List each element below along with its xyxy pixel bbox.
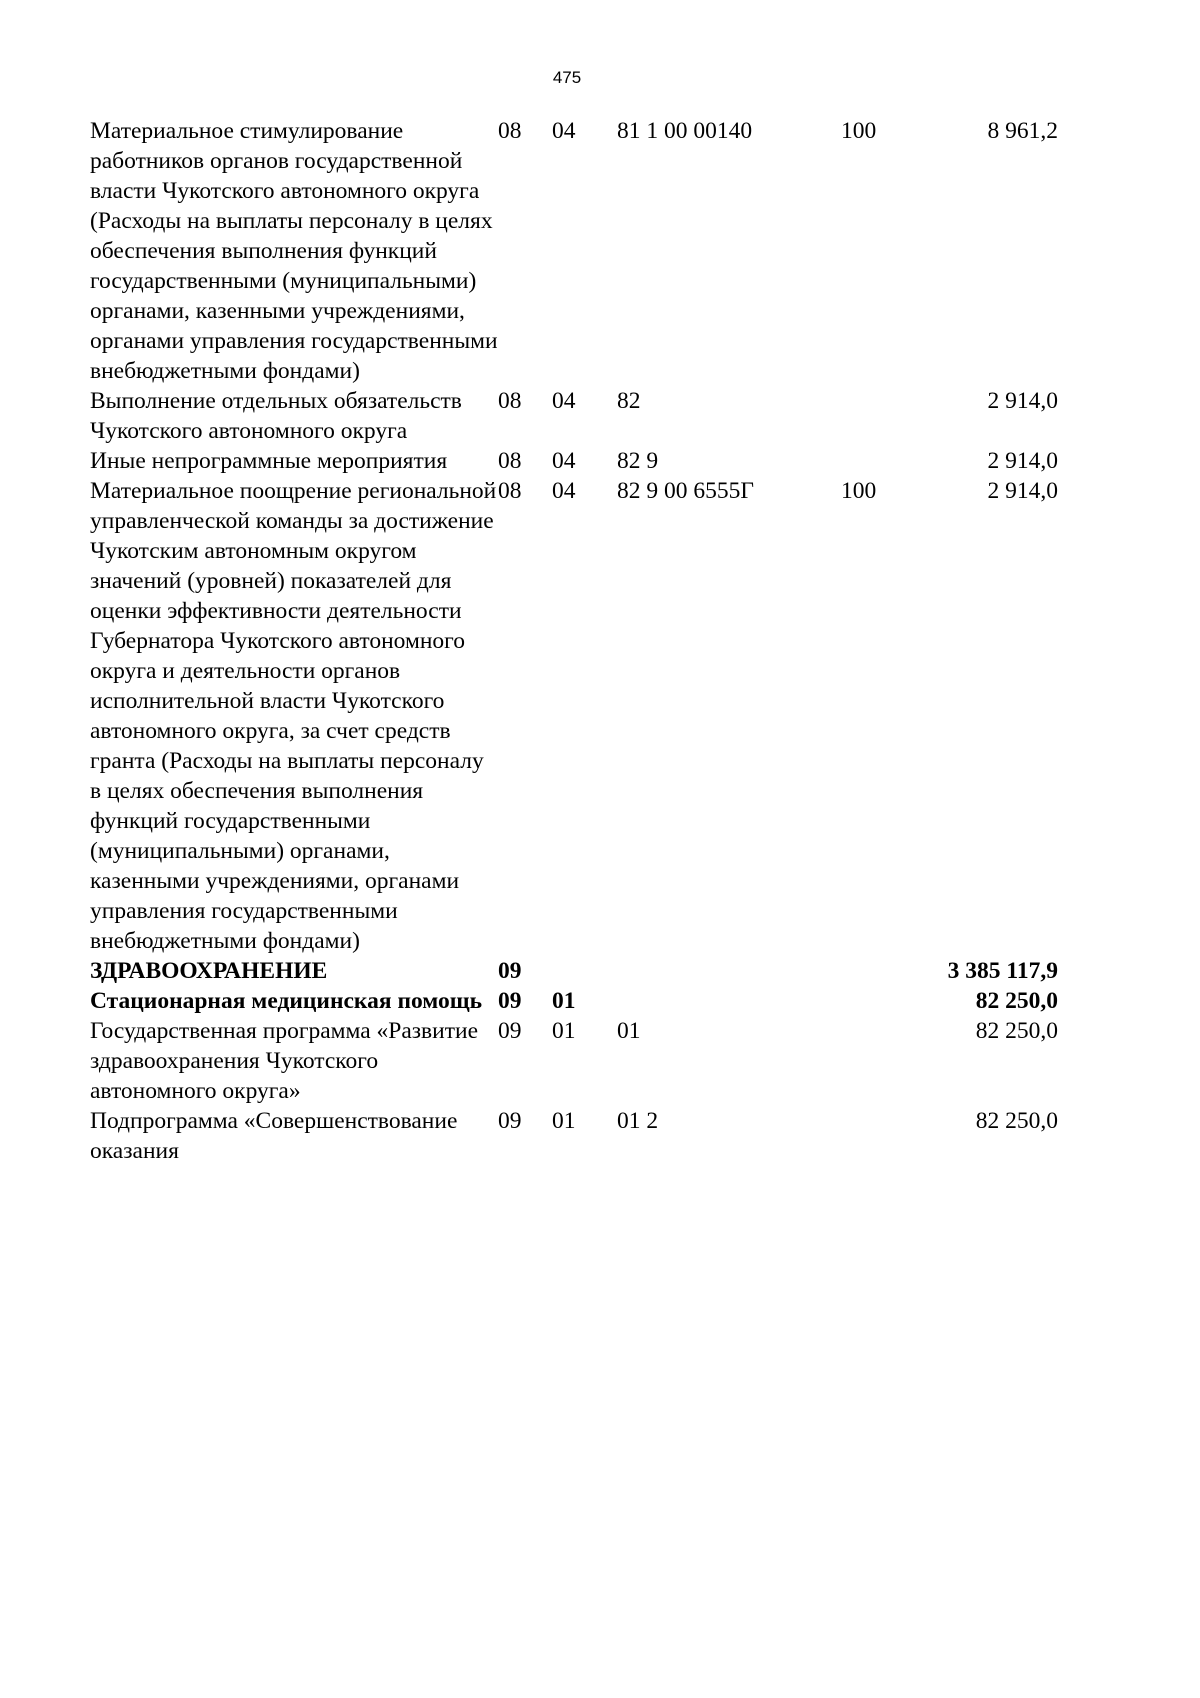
row-target-article: 82 bbox=[617, 388, 641, 414]
row-name: Иные непрограммные мероприятия bbox=[90, 448, 448, 474]
row-amount: 82 250,0 bbox=[975, 988, 1058, 1014]
table-row bbox=[90, 956, 1058, 986]
row-subsection: 04 bbox=[552, 388, 576, 414]
row-name: Государственная программа «Развитие здравоохранения Чукотского автономного округа» bbox=[90, 1018, 479, 1104]
row-section: 08 bbox=[498, 478, 522, 504]
row-target-article: 82 9 bbox=[617, 448, 659, 474]
table-row bbox=[90, 1106, 1058, 1166]
table-row bbox=[90, 386, 1058, 446]
row-name: ЗДРАВООХРАНЕНИЕ bbox=[90, 958, 328, 984]
row-section: 08 bbox=[498, 388, 522, 414]
row-expense-type bbox=[841, 956, 901, 986]
row-subsection: 01 bbox=[552, 1018, 576, 1044]
row-amount: 82 250,0 bbox=[975, 1108, 1058, 1134]
row-name: Материальное поощрение региональной управленческой команды за достижение Чукотским автономным округом значений (уровней) показателей для оценки эффективности деятельности Губернатора Чукотского автономного округа и деятельности органов исполнительной власти Чукотского автономного округа, за счет средств гранта (Расходы на выплаты персоналу в целях обеспечения выполнения функций государственными (муниципальными) органами, казенными учреждениями, органами управления государственными внебюджетными фондами) bbox=[90, 478, 497, 954]
budget-table bbox=[90, 116, 1058, 1166]
row-amount: 2 914,0 bbox=[987, 478, 1058, 504]
row-amount: 3 385 117,9 bbox=[947, 958, 1058, 984]
row-expense-type: 100 bbox=[841, 118, 877, 144]
table-row bbox=[90, 1016, 1058, 1106]
row-section: 09 bbox=[498, 1108, 522, 1134]
row-subsection: 04 bbox=[552, 448, 576, 474]
row-expense-type bbox=[841, 1016, 901, 1106]
row-target-article: 01 bbox=[617, 1018, 641, 1044]
table-row bbox=[90, 476, 1058, 956]
row-expense-type bbox=[841, 446, 901, 476]
row-target-article: 81 1 00 00140 bbox=[617, 118, 753, 144]
row-name: Выполнение отдельных обязательств Чукотского автономного округа bbox=[90, 388, 462, 444]
table-row bbox=[90, 986, 1058, 1016]
row-subsection: 04 bbox=[552, 118, 576, 144]
row-name: Стационарная медицинская помощь bbox=[90, 988, 482, 1014]
row-expense-type: 100 bbox=[841, 478, 877, 504]
row-expense-type bbox=[841, 1106, 901, 1166]
row-section: 09 bbox=[498, 958, 522, 984]
row-expense-type bbox=[841, 386, 901, 446]
row-amount: 2 914,0 bbox=[987, 388, 1058, 414]
row-expense-type bbox=[841, 986, 901, 1016]
row-target-article: 01 2 bbox=[617, 1108, 659, 1134]
row-amount: 2 914,0 bbox=[987, 448, 1058, 474]
row-section: 09 bbox=[498, 988, 522, 1014]
row-subsection bbox=[552, 956, 617, 986]
row-section: 08 bbox=[498, 448, 522, 474]
row-section: 08 bbox=[498, 118, 522, 144]
row-name: Подпрограмма «Совершенствование оказания bbox=[90, 1108, 458, 1164]
row-subsection: 04 bbox=[552, 478, 576, 504]
row-name: Материальное стимулирование работников органов государственной власти Чукотского автономного округа (Расходы на выплаты персоналу в целях обеспечения выполнения функций государственными (муниципальными) органами, казенными учреждениями, органами управления государственными внебюджетными фондами) bbox=[90, 118, 498, 384]
page-number: 475 bbox=[552, 68, 582, 87]
row-section: 09 bbox=[498, 1018, 522, 1044]
row-target-article bbox=[617, 956, 841, 986]
row-target-article: 82 9 00 6555Г bbox=[617, 478, 754, 504]
row-target-article bbox=[617, 986, 841, 1016]
table-row bbox=[90, 116, 1058, 386]
table-row bbox=[90, 446, 1058, 476]
row-amount: 82 250,0 bbox=[975, 1018, 1058, 1044]
row-subsection: 01 bbox=[552, 988, 576, 1014]
row-amount: 8 961,2 bbox=[987, 118, 1058, 144]
row-subsection: 01 bbox=[552, 1108, 576, 1134]
